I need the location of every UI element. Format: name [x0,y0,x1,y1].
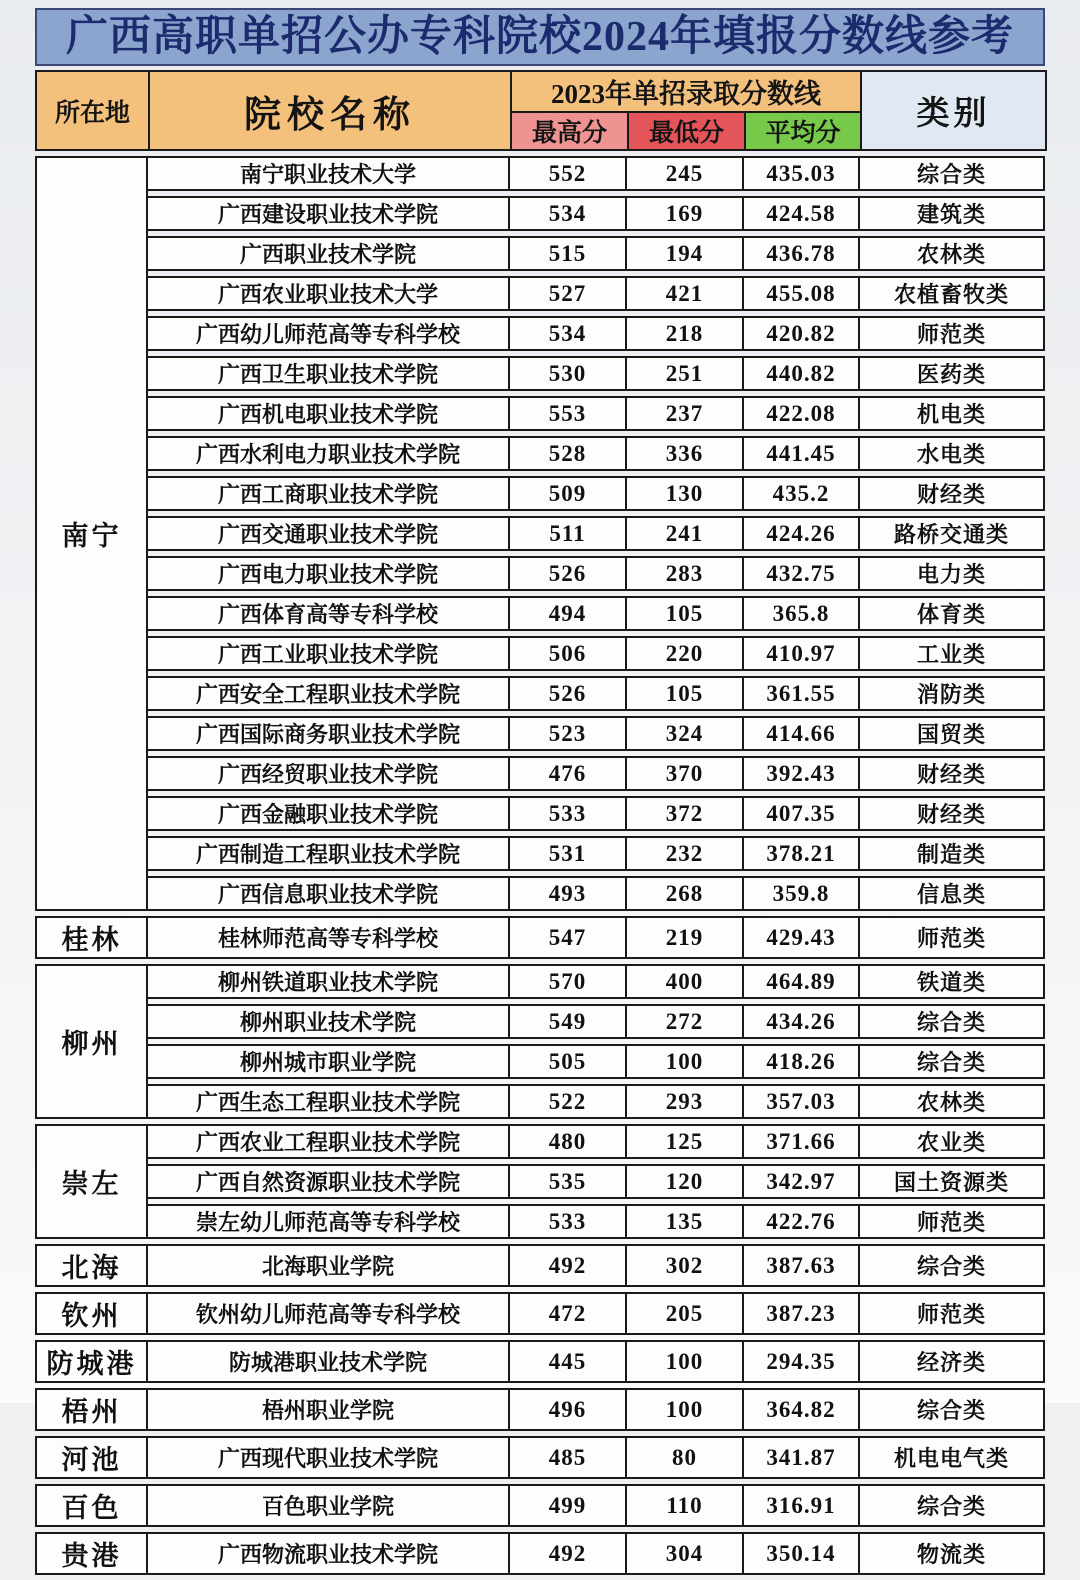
col-header-min-score: 最低分 [628,112,745,150]
avg-score-cell: 341.87 [744,1436,860,1479]
school-name-cell: 广西现代职业技术学院 [148,1436,510,1479]
category-cell: 财经类 [860,476,1045,511]
school-name-cell: 广西金融职业技术学院 [148,796,510,831]
max-score-cell: 485 [510,1436,627,1479]
school-name-cell: 百色职业学院 [148,1484,510,1527]
avg-score-cell: 350.14 [744,1532,860,1575]
region-cell: 柳州 [35,964,148,1119]
school-name-cell: 广西经贸职业技术学院 [148,756,510,791]
school-name-cell: 广西交通职业技术学院 [148,516,510,551]
table-row [35,676,1045,711]
avg-score-cell: 422.08 [744,396,860,431]
min-score-cell: 125 [627,1124,744,1159]
max-score-cell: 527 [510,276,627,311]
avg-score-cell: 464.89 [744,964,860,999]
max-score-cell: 552 [510,156,627,191]
avg-score-cell: 434.26 [744,1004,860,1039]
min-score-cell: 245 [627,156,744,191]
table-row [35,516,1045,551]
table-row [35,1044,1045,1079]
table-header [35,70,1047,151]
school-name-cell: 崇左幼儿师范高等专科学校 [148,1204,510,1239]
min-score-cell: 218 [627,316,744,351]
max-score-cell: 547 [510,916,627,959]
col-header-school: 院校名称 [149,71,511,150]
school-name-cell: 广西建设职业技术学院 [148,196,510,231]
school-name-cell: 广西信息职业技术学院 [148,876,510,911]
category-cell: 制造类 [860,836,1045,871]
school-name-cell: 广西水利电力职业技术学院 [148,436,510,471]
table-row [35,964,1045,999]
avg-score-cell: 371.66 [744,1124,860,1159]
school-name-cell: 广西农业工程职业技术学院 [148,1124,510,1159]
school-name-cell: 广西生态工程职业技术学院 [148,1084,510,1119]
min-score-cell: 135 [627,1204,744,1239]
school-name-cell: 广西工业职业技术学院 [148,636,510,671]
category-cell: 水电类 [860,436,1045,471]
region-cell: 崇左 [35,1124,148,1239]
category-cell: 电力类 [860,556,1045,591]
min-score-cell: 372 [627,796,744,831]
max-score-cell: 445 [510,1340,627,1383]
min-score-cell: 370 [627,756,744,791]
max-score-cell: 472 [510,1292,627,1335]
category-cell: 经济类 [860,1340,1045,1383]
avg-score-cell: 436.78 [744,236,860,271]
min-score-cell: 293 [627,1084,744,1119]
min-score-cell: 205 [627,1292,744,1335]
min-score-cell: 241 [627,516,744,551]
category-cell: 消防类 [860,676,1045,711]
category-cell: 物流类 [860,1532,1045,1575]
school-name-cell: 柳州城市职业学院 [148,1044,510,1079]
category-cell: 师范类 [860,1292,1045,1335]
min-score-cell: 302 [627,1244,744,1287]
max-score-cell: 476 [510,756,627,791]
min-score-cell: 130 [627,476,744,511]
table-row [35,396,1045,431]
max-score-cell: 526 [510,556,627,591]
school-name-cell: 柳州铁道职业技术学院 [148,964,510,999]
region-cell: 防城港 [35,1340,148,1383]
min-score-cell: 110 [627,1484,744,1527]
category-cell: 农林类 [860,1084,1045,1119]
table-row [35,876,1045,911]
school-name-cell: 广西农业职业技术大学 [148,276,510,311]
min-score-cell: 220 [627,636,744,671]
category-cell: 综合类 [860,1244,1045,1287]
avg-score-cell: 361.55 [744,676,860,711]
category-cell: 农业类 [860,1124,1045,1159]
max-score-cell: 530 [510,356,627,391]
max-score-cell: 494 [510,596,627,631]
min-score-cell: 100 [627,1388,744,1431]
avg-score-cell: 429.43 [744,916,860,959]
min-score-cell: 169 [627,196,744,231]
table-row [35,276,1045,311]
avg-score-cell: 455.08 [744,276,860,311]
table-row [35,716,1045,751]
avg-score-cell: 316.91 [744,1484,860,1527]
school-name-cell: 广西职业技术学院 [148,236,510,271]
category-cell: 工业类 [860,636,1045,671]
min-score-cell: 237 [627,396,744,431]
col-header-category: 类别 [861,71,1046,150]
max-score-cell: 523 [510,716,627,751]
table-row [35,1292,1045,1335]
min-score-cell: 80 [627,1436,744,1479]
avg-score-cell: 435.2 [744,476,860,511]
min-score-cell: 105 [627,596,744,631]
min-score-cell: 120 [627,1164,744,1199]
table-row [35,196,1045,231]
max-score-cell: 533 [510,1204,627,1239]
table-row [35,1084,1045,1119]
school-name-cell: 广西工商职业技术学院 [148,476,510,511]
school-name-cell: 广西安全工程职业技术学院 [148,676,510,711]
min-score-cell: 100 [627,1044,744,1079]
col-header-avg-score: 平均分 [745,112,861,150]
region-cell: 桂林 [35,916,148,959]
table-row [35,796,1045,831]
min-score-cell: 283 [627,556,744,591]
max-score-cell: 496 [510,1388,627,1431]
max-score-cell: 549 [510,1004,627,1039]
max-score-cell: 509 [510,476,627,511]
school-name-cell: 广西物流职业技术学院 [148,1532,510,1575]
avg-score-cell: 424.26 [744,516,860,551]
category-cell: 综合类 [860,156,1045,191]
avg-score-cell: 414.66 [744,716,860,751]
category-cell: 体育类 [860,596,1045,631]
school-name-cell: 广西国际商务职业技术学院 [148,716,510,751]
category-cell: 综合类 [860,1388,1045,1431]
table-row [35,756,1045,791]
avg-score-cell: 424.58 [744,196,860,231]
school-name-cell: 广西制造工程职业技术学院 [148,836,510,871]
avg-score-cell: 357.03 [744,1084,860,1119]
avg-score-cell: 418.26 [744,1044,860,1079]
school-name-cell: 广西电力职业技术学院 [148,556,510,591]
col-header-max-score: 最高分 [511,112,628,150]
school-name-cell: 柳州职业技术学院 [148,1004,510,1039]
avg-score-cell: 387.23 [744,1292,860,1335]
max-score-cell: 499 [510,1484,627,1527]
category-cell: 财经类 [860,796,1045,831]
region-cell: 百色 [35,1484,148,1527]
min-score-cell: 100 [627,1340,744,1383]
max-score-cell: 535 [510,1164,627,1199]
table-row [35,1484,1045,1527]
table-row [35,156,1045,191]
region-cell: 河池 [35,1436,148,1479]
max-score-cell: 480 [510,1124,627,1159]
table-row [35,1004,1045,1039]
category-cell: 师范类 [860,916,1045,959]
category-cell: 铁道类 [860,964,1045,999]
avg-score-cell: 342.97 [744,1164,860,1199]
category-cell: 综合类 [860,1044,1045,1079]
avg-score-cell: 420.82 [744,316,860,351]
category-cell: 师范类 [860,316,1045,351]
table-row [35,1340,1045,1383]
category-cell: 医药类 [860,356,1045,391]
avg-score-cell: 441.45 [744,436,860,471]
table-body [35,156,1045,1575]
avg-score-cell: 440.82 [744,356,860,391]
category-cell: 财经类 [860,756,1045,791]
table-row [35,556,1045,591]
table-row [35,1164,1045,1199]
table-row [35,476,1045,511]
max-score-cell: 492 [510,1244,627,1287]
school-name-cell: 广西自然资源职业技术学院 [148,1164,510,1199]
region-cell: 北海 [35,1244,148,1287]
max-score-cell: 506 [510,636,627,671]
table-row [35,1124,1045,1159]
school-name-cell: 钦州幼儿师范高等专科学校 [148,1292,510,1335]
table-row [35,1204,1045,1239]
col-header-location: 所在地 [36,71,149,150]
col-header-score-group: 2023年单招录取分数线 [511,71,861,112]
table-row [35,1388,1045,1431]
table-row [35,916,1045,959]
min-score-cell: 219 [627,916,744,959]
max-score-cell: 531 [510,836,627,871]
school-name-cell: 广西幼儿师范高等专科学校 [148,316,510,351]
min-score-cell: 400 [627,964,744,999]
avg-score-cell: 294.35 [744,1340,860,1383]
max-score-cell: 511 [510,516,627,551]
min-score-cell: 251 [627,356,744,391]
region-cell: 贵港 [35,1532,148,1575]
max-score-cell: 522 [510,1084,627,1119]
min-score-cell: 232 [627,836,744,871]
category-cell: 综合类 [860,1484,1045,1527]
category-cell: 信息类 [860,876,1045,911]
school-name-cell: 北海职业学院 [148,1244,510,1287]
min-score-cell: 421 [627,276,744,311]
category-cell: 机电电气类 [860,1436,1045,1479]
school-name-cell: 梧州职业学院 [148,1388,510,1431]
category-cell: 机电类 [860,396,1045,431]
max-score-cell: 533 [510,796,627,831]
max-score-cell: 570 [510,964,627,999]
category-cell: 建筑类 [860,196,1045,231]
region-cell: 南宁 [35,156,148,911]
score-table [35,151,1045,1580]
min-score-cell: 105 [627,676,744,711]
avg-score-cell: 422.76 [744,1204,860,1239]
avg-score-cell: 410.97 [744,636,860,671]
school-name-cell: 南宁职业技术大学 [148,156,510,191]
table-row [35,316,1045,351]
max-score-cell: 528 [510,436,627,471]
school-name-cell: 广西机电职业技术学院 [148,396,510,431]
school-name-cell: 桂林师范高等专科学校 [148,916,510,959]
max-score-cell: 553 [510,396,627,431]
min-score-cell: 304 [627,1532,744,1575]
avg-score-cell: 387.63 [744,1244,860,1287]
page-title: 广西高职单招公办专科院校2024年填报分数线参考 [35,8,1045,66]
category-cell: 路桥交通类 [860,516,1045,551]
max-score-cell: 526 [510,676,627,711]
table-row [35,236,1045,271]
avg-score-cell: 407.35 [744,796,860,831]
region-cell: 梧州 [35,1388,148,1431]
table-row [35,636,1045,671]
min-score-cell: 324 [627,716,744,751]
avg-score-cell: 392.43 [744,756,860,791]
max-score-cell: 534 [510,316,627,351]
min-score-cell: 194 [627,236,744,271]
avg-score-cell: 364.82 [744,1388,860,1431]
school-name-cell: 广西卫生职业技术学院 [148,356,510,391]
avg-score-cell: 365.8 [744,596,860,631]
school-name-cell: 防城港职业技术学院 [148,1340,510,1383]
table-row [35,356,1045,391]
min-score-cell: 336 [627,436,744,471]
header-row-top [36,71,1046,112]
table-row [35,836,1045,871]
category-cell: 综合类 [860,1004,1045,1039]
table-row [35,1244,1045,1287]
min-score-cell: 272 [627,1004,744,1039]
avg-score-cell: 359.8 [744,876,860,911]
table-row [35,436,1045,471]
category-cell: 农植畜牧类 [860,276,1045,311]
min-score-cell: 268 [627,876,744,911]
category-cell: 国土资源类 [860,1164,1045,1199]
category-cell: 国贸类 [860,716,1045,751]
max-score-cell: 534 [510,196,627,231]
max-score-cell: 492 [510,1532,627,1575]
region-cell: 钦州 [35,1292,148,1335]
max-score-cell: 493 [510,876,627,911]
avg-score-cell: 435.03 [744,156,860,191]
school-name-cell: 广西体育高等专科学校 [148,596,510,631]
max-score-cell: 505 [510,1044,627,1079]
category-cell: 农林类 [860,236,1045,271]
max-score-cell: 515 [510,236,627,271]
avg-score-cell: 378.21 [744,836,860,871]
table-row [35,1436,1045,1479]
table-row [35,1532,1045,1575]
table-row [35,596,1045,631]
avg-score-cell: 432.75 [744,556,860,591]
category-cell: 师范类 [860,1204,1045,1239]
